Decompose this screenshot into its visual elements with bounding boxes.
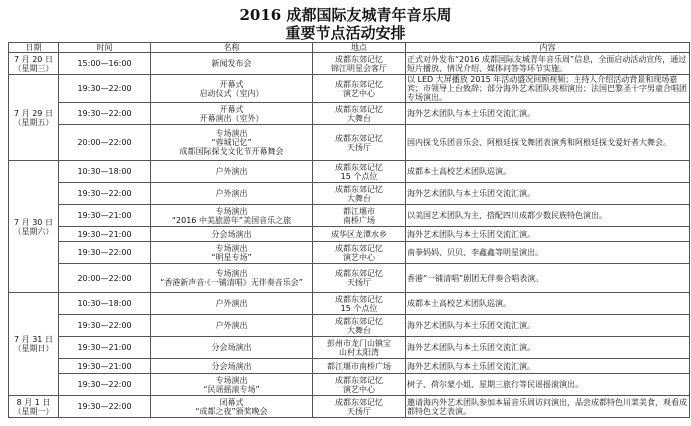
place-cell: 成都东郊记忆 天扬厅 [313,125,406,161]
content-cell: 海外艺术团队与本土乐团交流汇演。 [406,359,690,374]
table-row [9,359,690,374]
content-cell: 南拳妈妈、贝贝、李鑫鑫等明星演出。 [406,242,690,264]
place-cell: 成都东郊记忆 天扬厅 [313,396,406,418]
table-row [9,242,690,264]
document-title: 2016 成都国际友城青年音乐周 [239,6,452,24]
place-cell: 成华区龙潭水乡 [313,227,406,242]
place-cell: 成都东郊记忆 大舞台 [313,315,406,337]
name-cell: 开幕式 开幕演出（室外） [151,103,313,125]
content-cell: 海外艺术团队与本土乐团交流汇演。 [406,227,690,242]
time-cell: 19:30—22:00 [59,242,151,264]
place-cell: 成都东郊记忆 天扬厅 [313,264,406,293]
time-cell: 19:30—21:00 [59,359,151,374]
table-row [9,75,690,103]
time-cell: 10:30—18:00 [59,293,151,315]
table-row [9,53,690,75]
place-cell: 成都东郊记忆 演艺中心 [313,374,406,396]
time-cell: 19:30—22:00 [59,315,151,337]
place-cell: 成都东郊记忆 锦江明星会客厅 [313,53,406,75]
content-cell: 香港“一铺清唱”剧团无伴奏合唱表演。 [406,264,690,293]
header-name: 名称 [151,43,313,53]
place-cell: 都江堰市南桥广场 [313,359,406,374]
content-cell: 国内探戈乐团音乐会、阿根廷探戈舞团表演秀和阿根廷探戈爱好者大舞会。 [406,125,690,161]
name-cell: 户外演出 [151,183,313,205]
date-cell: 7 月 20 日 （星期三） [9,53,59,75]
name-cell: 专场演出 “民谣摇滚专场” [151,374,313,396]
date-cell: 7 月 31 日 （星期日） [9,293,59,396]
name-cell: 开幕式 启动仪式（室内） [151,75,313,103]
content-cell: 海外艺术团队与本土乐团交流汇演。 [406,337,690,359]
table-row [9,227,690,242]
name-cell: 新闻发布会 [151,53,313,75]
place-cell: 成都东郊记忆 15 个点位 [313,293,406,315]
time-cell: 19:30—22:00 [59,374,151,396]
time-cell: 19:30—21:00 [59,227,151,242]
name-cell: 分会场演出 [151,227,313,242]
time-cell: 15:00—16:00 [59,53,151,75]
content-cell: 海外艺术团队与本土乐团交流汇演。 [406,103,690,125]
table-row [9,183,690,205]
header-row [9,43,690,53]
name-cell: 专场演出 “明星专场” [151,242,313,264]
place-cell: 成都东郊记忆 演艺中心 [313,242,406,264]
header-place: 地点 [313,43,406,53]
header-date: 日期 [9,43,59,53]
name-cell: 专场演出 “香港新声音·《一铺清唱》无伴奏音乐会” [151,264,313,293]
content-cell: 海外艺术团队与本土乐团交流汇演。 [406,183,690,205]
schedule-body [9,53,690,418]
place-cell: 成都东郊记忆 演艺中心 [313,75,406,103]
name-cell: 户外演出 [151,315,313,337]
header-time: 时间 [59,43,151,53]
table-row [9,374,690,396]
table-row [9,103,690,125]
date-cell: 7 月 30 日 （星期六） [9,161,59,293]
time-cell: 20:00—22:00 [59,264,151,293]
content-cell: 以 LED 大屏播放 2015 年活动盛况回顾视频；主持人介绍活动背景和现场嘉宾；市领导上台致辞；部分海外艺术团队亮相演出；法国巴黎圣十字男童合唱团专场演出。 [406,75,690,103]
content-cell: 正式对外发布“2016 成都国际友城青年音乐周”信息，全面启动活动宣传，通过短片播放、情况介绍、媒体问答等环节实施。 [406,53,690,75]
time-cell: 19:30—22:00 [59,396,151,418]
document-subtitle: 重要节点活动安排 [285,24,406,42]
table-row [9,125,690,161]
name-cell: 闭幕式 “成都之夜”颁奖晚会 [151,396,313,418]
content-cell: 邀请海内外艺术团队参加本届音乐周访问演出，品尝成都特色川菜美食，观看成都特色文艺表演。 [406,396,690,418]
time-cell: 19:30—22:00 [59,75,151,103]
name-cell: 户外演出 [151,161,313,183]
time-cell: 19:30—22:00 [59,183,151,205]
header-content: 内容 [406,43,690,53]
time-cell: 19:30—22:00 [59,103,151,125]
table-row [9,293,690,315]
content-cell: 成都本土高校艺术团队巡演。 [406,161,690,183]
name-cell: 专场演出 “蓉城记忆” 成都国际探戈文化节开幕舞会 [151,125,313,161]
name-cell: 专场演出 “2016 中美旅游年”美国音乐之旅 [151,205,313,227]
table-row [9,161,690,183]
schedule-table [8,42,690,418]
name-cell: 分会场演出 [151,337,313,359]
time-cell: 10:30—18:00 [59,161,151,183]
name-cell: 户外演出 [151,293,313,315]
place-cell: 都江堰市 南桥广场 [313,205,406,227]
content-cell: 以美国艺术团队为主，搭配四川成都少数民族特色演出。 [406,205,690,227]
table-row [9,264,690,293]
table-row [9,315,690,337]
name-cell: 分会场演出 [151,359,313,374]
place-cell: 成都东郊记忆 15 个点位 [313,161,406,183]
table-row [9,337,690,359]
date-cell: 7 月 29 日 （星期五） [9,75,59,161]
time-cell: 19:30—21:00 [59,337,151,359]
place-cell: 成都东郊记忆 大舞台 [313,183,406,205]
place-cell: 成都东郊记忆 大舞台 [313,103,406,125]
content-cell: 树子、荷尔蒙小姐、星期三旅行等民谣摇滚演出。 [406,374,690,396]
place-cell: 彭州市龙门山镇宝 山村太阳湾 [313,337,406,359]
time-cell: 19:30—21:00 [59,205,151,227]
content-cell: 海外艺术团队与本土乐团交流汇演。 [406,315,690,337]
time-cell: 20:00—22:00 [59,125,151,161]
content-cell: 成都本土高校艺术团队巡演。 [406,293,690,315]
date-cell: 8 月 1 日 （星期一） [9,396,59,418]
table-row [9,396,690,418]
table-row [9,205,690,227]
